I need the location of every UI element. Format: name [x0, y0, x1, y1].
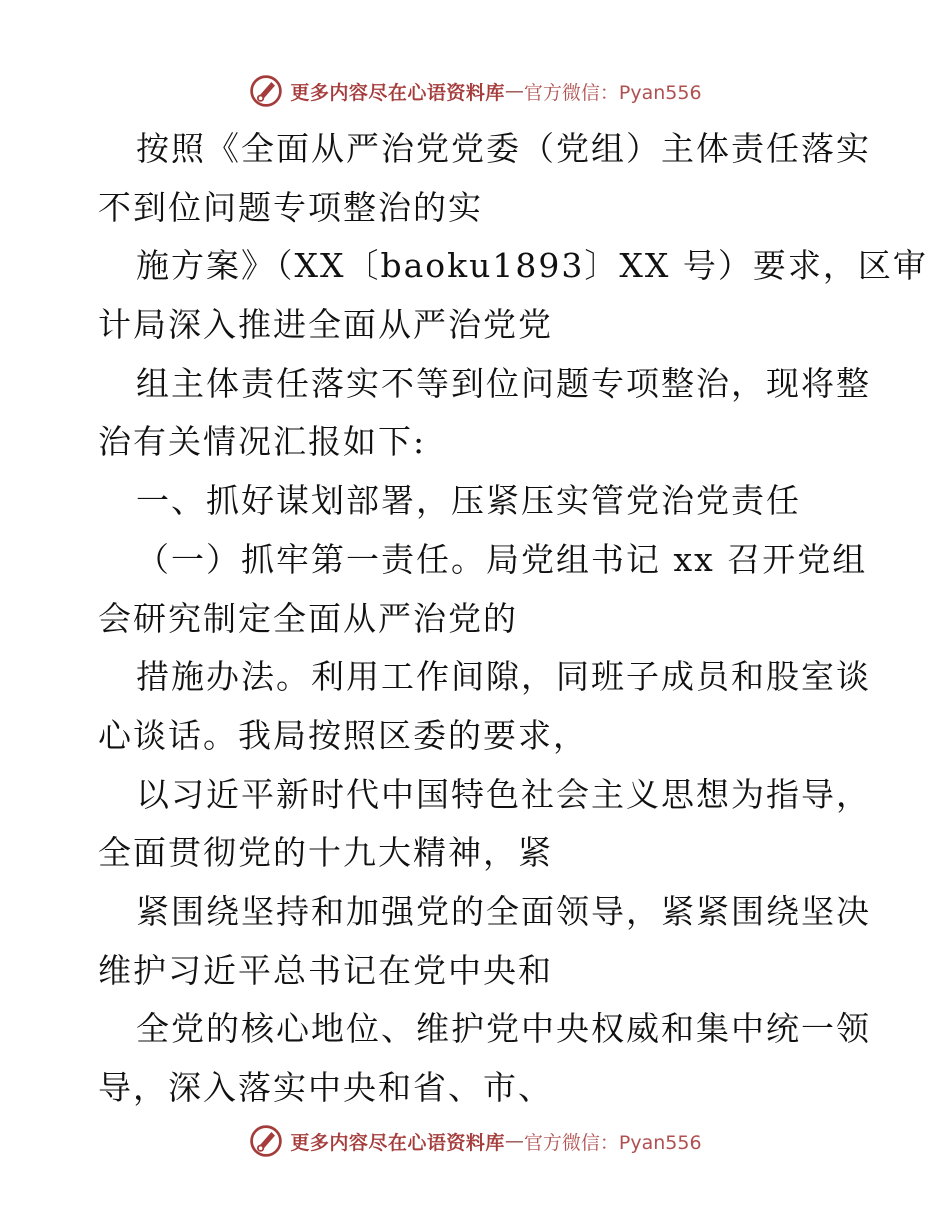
text-line: 紧围绕坚持和加强党的全面领导，紧紧围绕坚决	[136, 891, 871, 931]
watermark-wechat: 官方微信：Pyan556	[523, 81, 702, 104]
text-line: 维护习近平总书记在党中央和	[98, 950, 553, 990]
text-line: 导，深入落实中央和省、市、	[98, 1068, 553, 1107]
watermark-wechat: 官方微信：Pyan556	[523, 1131, 702, 1154]
text-line: （一）抓牢第一责任。局党组书记 xx 召开党组	[136, 539, 868, 579]
text-line: 不到位问题专项整治的实	[98, 187, 483, 227]
text-line: 按照《全面从严治党党委（党组）主体责任落实	[136, 129, 871, 168]
footer-watermark	[0, 1121, 950, 1161]
document-body	[98, 120, 928, 1118]
text-line: 治有关情况汇报如下:	[98, 422, 427, 462]
text-line: 措施办法。利用工作间隙，同班子成员和股室谈	[136, 657, 871, 697]
text-line: 施方案》（XX〔baoku1893〕XX 号）要求，区审	[136, 246, 928, 286]
text-line: 全面贯彻党的十九大精神，紧	[98, 833, 553, 873]
watermark-separator: —	[504, 80, 524, 102]
text-line: 会研究制定全面从严治党的	[98, 598, 518, 638]
brand-logo-icon	[248, 73, 284, 109]
text-line: 计局深入推进全面从严治党党	[98, 305, 553, 345]
text-line: 组主体责任落实不等到位问题专项整治，现将整	[136, 363, 871, 403]
section-heading: 一、抓好谋划部署，压紧压实管党治党责任	[136, 481, 801, 521]
text-line: 全党的核心地位、维护党中央权威和集中统一领	[136, 1009, 871, 1049]
watermark-separator: —	[504, 1130, 524, 1152]
brand-logo-icon	[248, 1123, 284, 1159]
header-watermark	[0, 71, 950, 111]
watermark-text: 更多内容尽在心语资料库	[290, 81, 505, 104]
text-line: 心谈话。我局按照区委的要求，	[98, 715, 588, 755]
text-line: 以习近平新时代中国特色社会主义思想为指导，	[136, 774, 871, 814]
watermark-text: 更多内容尽在心语资料库	[290, 1131, 505, 1154]
